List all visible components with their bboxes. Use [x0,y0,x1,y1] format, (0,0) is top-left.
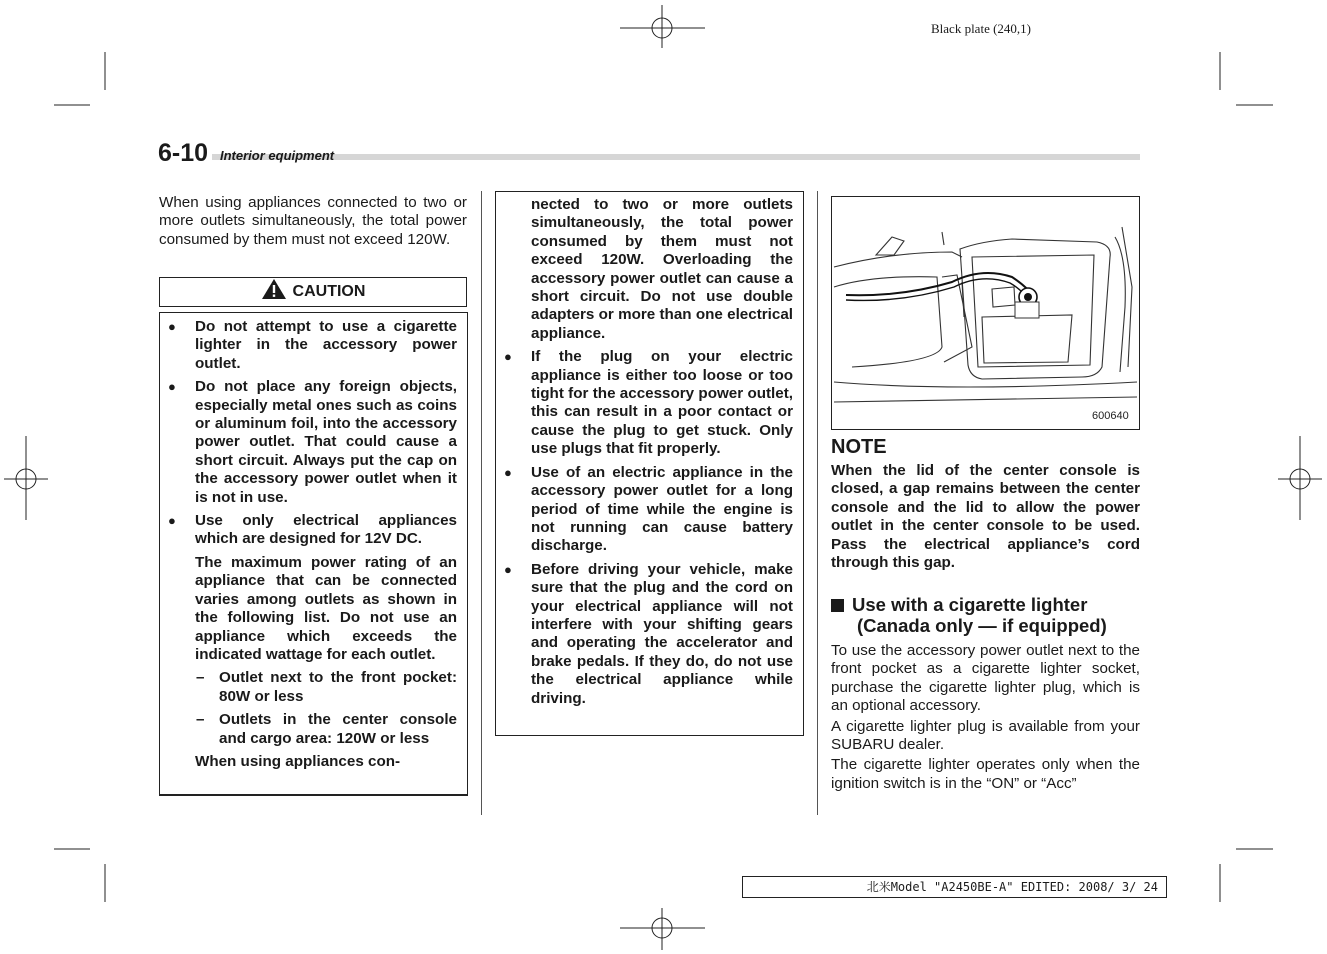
intro-paragraph: When using appliances connected to two or more outlets simultaneously, the total power consumed by them must not exceed 120W. [159,194,467,248]
outlet-list-item: – Outlets in the center console and cargo area: 120W or less [196,711,457,747]
section-heading-line2: (Canada only — if equipped) [857,615,1107,636]
caution-item: ● Use only electrical appliances which are designed for 12V DC. [168,512,457,548]
section-heading-line1: Use with a cigarette lighter [852,594,1088,615]
section-heading [831,594,1151,636]
section-body [831,642,1140,795]
console-drawing [832,197,1139,429]
caution-item: ● If the plug on your electric appliance is either too loose or too tight for the accessory power outlet, this can result in a poor contact or cause the plug to get stuck. Only use plugs that fit properly. [504,348,793,458]
section-paragraph: To use the accessory power outlet next to the front pocket as a cigarette lighter socket, purchase the cigarette lighter plug, which is an optional accessory. [831,642,1140,715]
figure-code: 600640 [1092,410,1129,422]
max-rating-paragraph: The maximum power rating of an appliance that can be connected varies among outlets as shown in the following list. Do not use an appliance which exceeds the indicated wattage for each outlet. [195,553,457,663]
caution-continued-text: When using appliances con- [195,752,401,770]
column-divider-2 [817,191,818,815]
caution-box-part1 [159,312,468,796]
square-bullet-icon [831,599,844,612]
caution-header [159,277,467,307]
plate-label: Black plate (240,1) [931,21,1031,36]
section-paragraph: A cigarette lighter plug is available from your SUBARU dealer. [831,717,1140,754]
note-title: NOTE [831,436,887,458]
footer-edit-stamp [742,876,1167,898]
header-bar [212,154,1140,160]
caution-item: ● Before driving your vehicle, make sure that the plug and the cord on your electrical appliance will not interfere with your shifting gears and operating the accelerator and brake pedals. If they do, do not use the electrical appliance while driving. [504,560,793,707]
caution-item: ● Do not place any foreign objects, especially metal ones such as coins or aluminum foil, into the accessory power outlet. That could cause a short circuit. Always put the cap on the accessory power outlet when it is not in use. [168,378,457,506]
outlet-list-item: – Outlet next to the front pocket: 80W or less [196,669,457,705]
caution-title: CAUTION [292,283,366,300]
column-divider-1 [481,191,482,815]
caution-box-part2 [495,191,804,736]
center-console-illustration [831,196,1140,430]
caution-continued-paragraph: nected to two or more outlets simultaneously, the total power consumed by them must not exceed 120W. Overloading the accessory power outlet can cause a short circuit. Do not use double adapters or more than one electrical appliance. [531,196,793,342]
caution-item: ● Use of an electric appliance in the accessory power outlet for a long period of time while the engine is not running can cause battery discharge. [504,463,793,555]
section-paragraph: The cigarette lighter operates only when the ignition switch is in the “ON” or “Acc” [831,756,1140,792]
note-text: When the lid of the center console is closed, a gap remains between the center console and the lid to allow the power outlet in the center console to be used. Pass the electrical appliance’s cord through this gap. [831,462,1140,572]
section-title: Interior equipment [220,148,335,163]
caution-item: ● Do not attempt to use a cigarette lighter in the accessory power outlet. [168,318,457,372]
warning-icon [261,278,287,300]
page-number: 6-10 [158,139,209,167]
footer-text: 北米Model "A2450BE-A" EDITED: 2008/ 3/ 24 [866,880,1158,894]
